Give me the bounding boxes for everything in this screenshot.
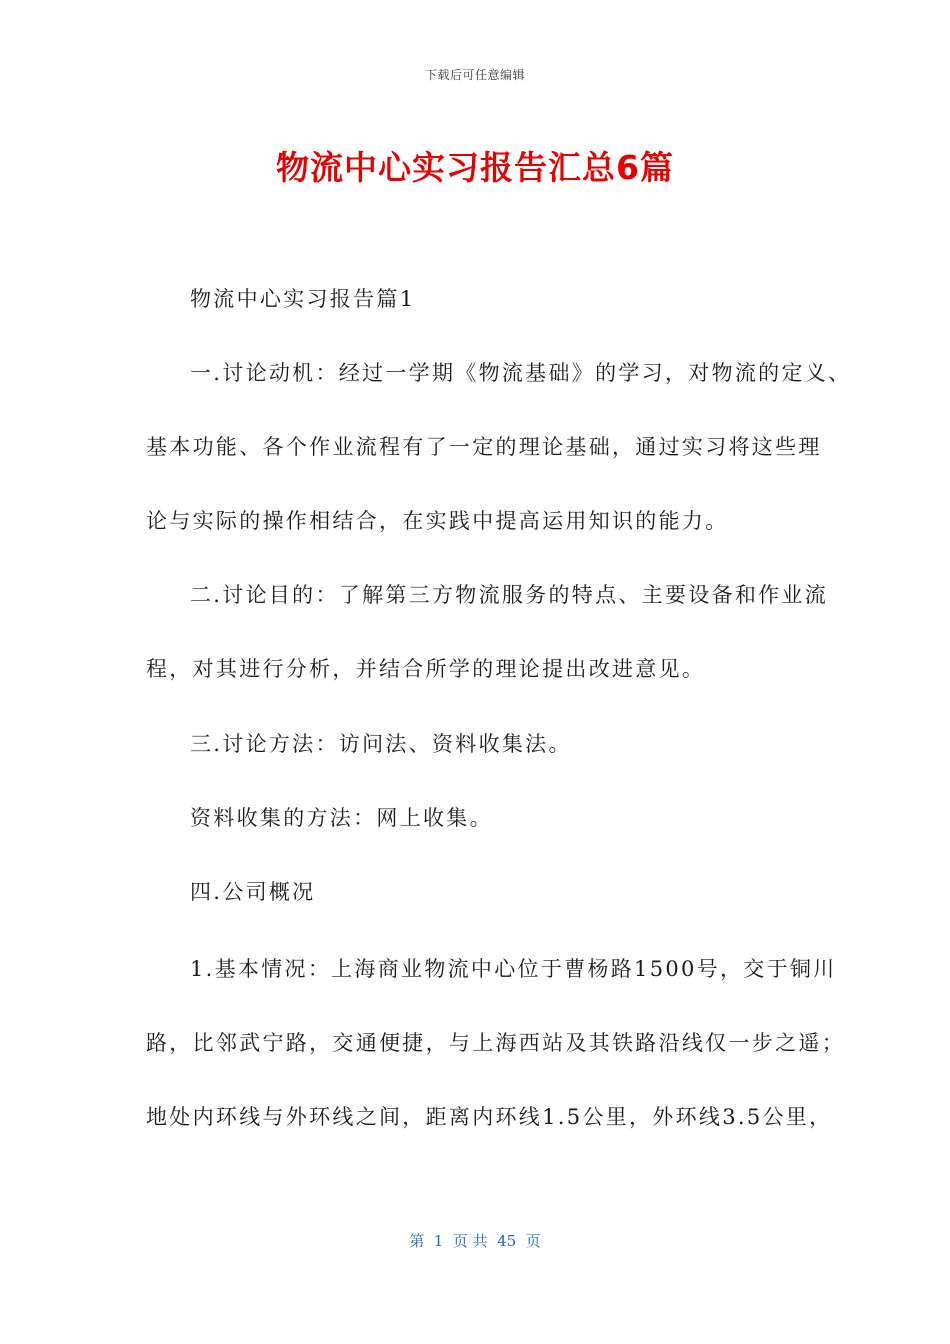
document-title: 物流中心实习报告汇总6篇 bbox=[276, 148, 674, 187]
paragraph-line: 程，对其进行分析，并结合所学的理论提出改进意见。 bbox=[146, 657, 706, 681]
paragraph-line: 1.基本情况：上海商业物流中心位于曹杨路1500号，交于铜川 bbox=[190, 957, 837, 981]
paragraph-line: 地处内环线与外环线之间，距离内环线1.5公里，外环线3.5公里， bbox=[146, 1105, 833, 1129]
paragraph-line: 三.讨论方法：访问法、资料收集法。 bbox=[190, 732, 572, 756]
paragraph-line: 资料收集的方法：网上收集。 bbox=[190, 806, 493, 830]
paragraph-line: 二.讨论目的：了解第三方物流服务的特点、主要设备和作业流 bbox=[190, 583, 829, 607]
paragraph-line: 四.公司概况 bbox=[190, 880, 316, 904]
page-number-footer: 第 1 页 共 45 页 bbox=[409, 1232, 541, 1250]
section-heading: 物流中心实习报告篇1 bbox=[190, 287, 416, 311]
paragraph-line: 路，比邻武宁路，交通便捷，与上海西站及其铁路沿线仅一步之遥； bbox=[146, 1031, 845, 1055]
paragraph-line: 一.讨论动机：经过一学期《物流基础》的学习，对物流的定义、 bbox=[190, 361, 852, 385]
paragraph-line: 基本功能、各个作业流程有了一定的理论基础，通过实习将这些理 bbox=[146, 435, 822, 459]
paragraph-line: 论与实际的操作相结合，在实践中提高运用知识的能力。 bbox=[146, 509, 729, 533]
header-note: 下载后可任意编辑 bbox=[424, 68, 525, 82]
